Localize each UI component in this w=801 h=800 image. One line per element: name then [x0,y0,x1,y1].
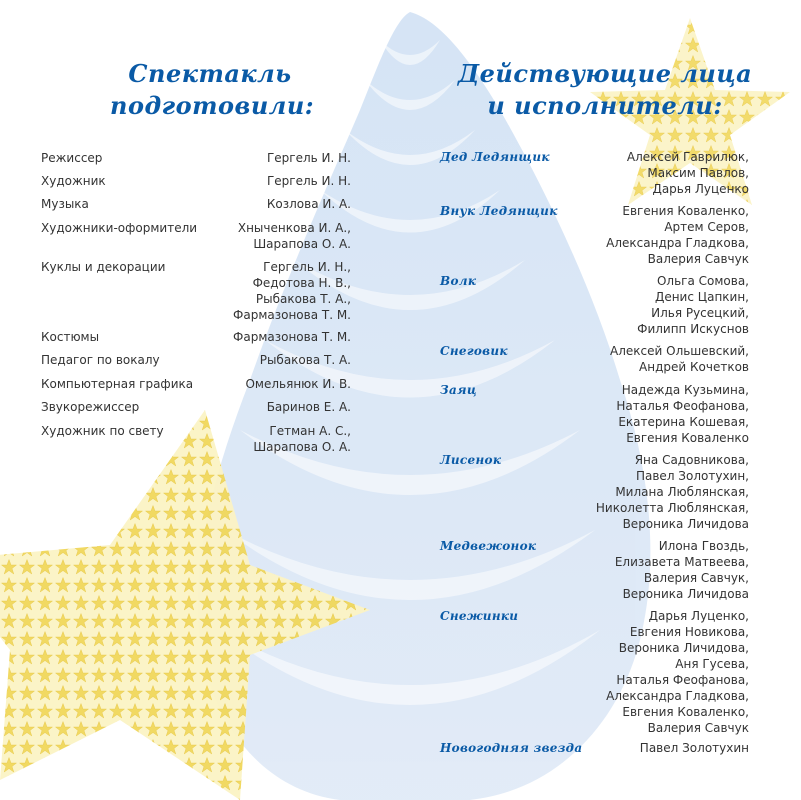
cast-role: Снежинки [440,609,519,623]
cast-name: Милана Люблянская, [615,485,749,499]
crew-role: Музыка [41,197,89,211]
cast-names [539,740,749,756]
cast-name: Павел Золотухин, [635,469,749,483]
crew-names [151,259,351,323]
cast-name: Наталья Феофанова, [616,399,749,413]
crew-role: Художники-оформители [41,221,198,235]
cast-name: Александра Гладкова, [606,236,749,250]
cast-name: Вероника Личидова [622,517,749,531]
cast-name: Валерия Савчук [647,252,749,266]
crew-name: Рыбакова Т. А., [255,292,351,306]
cast-names [539,203,749,267]
cast-heading-line-1: Действующие лица [457,59,753,88]
crew-name: Омельянюк И. В. [245,377,351,391]
cast-role: Дед Ледянщик [440,150,550,164]
cast-name: Ольга Сомова, [656,274,749,288]
cast-name: Илона Гвоздь, [658,539,749,553]
cast-name: Надежда Кузьмина, [621,383,749,397]
cast-name: Алексей Гаврилюк, [626,150,749,164]
cast-role: Заяц [440,383,477,397]
cast-name: Евгения Коваленко [626,431,749,445]
cast-name: Дарья Луценко [652,182,749,196]
crew-names [151,173,351,189]
cast-names [539,273,749,337]
crew-role: Педагог по вокалу [41,353,160,367]
crew-name: Хныченкова И. А., [237,221,351,235]
cast-name: Екатерина Кошевая, [618,415,749,429]
cast-name: Николетта Люблянская, [595,501,749,515]
crew-names [151,352,351,368]
crew-role: Художник [41,174,106,188]
crew-name: Фармазонова Т. М. [233,308,351,322]
crew-role: Художник по свету [41,424,164,438]
cast-name: Евгения Коваленко, [622,705,749,719]
cast-name: Дарья Луценко, [648,609,749,623]
cast-names [539,149,749,197]
cast-name: Денис Цапкин, [654,290,749,304]
cast-name: Аня Гусева, [675,657,749,671]
crew-names [151,423,351,455]
cast-names [539,608,749,736]
crew-heading-line-2: подготовили: [110,91,315,120]
cast-name: Валерия Савчук [647,721,749,735]
crew-names [151,376,351,392]
crew-name: Шарапова О. А. [253,237,351,251]
cast-role: Волк [440,274,477,288]
crew-names [151,220,351,252]
crew-role: Компьютерная графика [41,377,194,391]
cast-name: Валерия Савчук, [643,571,749,585]
cast-name: Филипп Искуснов [637,322,749,336]
cast-names [539,452,749,532]
cast-role: Новогодняя звезда [440,741,583,755]
cast-heading-line-2: и исполнители: [487,91,723,120]
cast-name: Евгения Новикова, [629,625,749,639]
cast-name: Андрей Кочетков [639,360,749,374]
cast-name: Вероника Личидова, [618,641,749,655]
cast-name: Елизавета Матвеева, [614,555,749,569]
cast-name: Алексей Ольшевский, [610,344,749,358]
crew-name: Козлова И. А. [266,197,351,211]
cast-names [539,382,749,446]
crew-role: Куклы и декорации [41,260,166,274]
crew-heading [110,58,315,122]
crew-name: Фармазонова Т. М. [233,330,351,344]
crew-names [151,399,351,415]
crew-name: Гергель И. Н. [266,151,351,165]
cast-name: Вероника Личидова [622,587,749,601]
crew-role: Звукорежиссер [41,400,140,414]
crew-name: Гергель И. Н. [266,174,351,188]
cast-name: Артем Серов, [664,220,749,234]
crew-name: Федотова Н. В., [252,276,351,290]
crew-name: Гетман А. С., [269,424,351,438]
cast-heading [440,58,770,122]
crew-name: Гергель И. Н., [263,260,351,274]
crew-role: Костюмы [41,330,100,344]
cast-name: Наталья Феофанова, [616,673,749,687]
cast-role: Внук Ледянщик [440,204,558,218]
cast-names [539,538,749,602]
cast-name: Павел Золотухин [639,741,749,755]
cast-name: Илья Русецкий, [651,306,749,320]
crew-names [151,196,351,212]
crew-name: Рыбакова Т. А. [259,353,351,367]
cast-name: Александра Гладкова, [606,689,749,703]
crew-heading-line-1: Спектакль [128,59,292,88]
cast-name: Максим Павлов, [647,166,749,180]
cast-names [539,343,749,375]
cast-name: Евгения Коваленко, [622,204,749,218]
crew-names [151,329,351,345]
crew-role: Режиссер [41,151,103,165]
crew-names [151,150,351,166]
cast-role: Лисенок [440,453,502,467]
cast-role: Снеговик [440,344,508,358]
crew-name: Баринов Е. А. [266,400,351,414]
cast-role: Медвежонок [440,539,537,553]
cast-name: Яна Садовникова, [634,453,749,467]
crew-name: Шарапова О. А. [253,440,351,454]
